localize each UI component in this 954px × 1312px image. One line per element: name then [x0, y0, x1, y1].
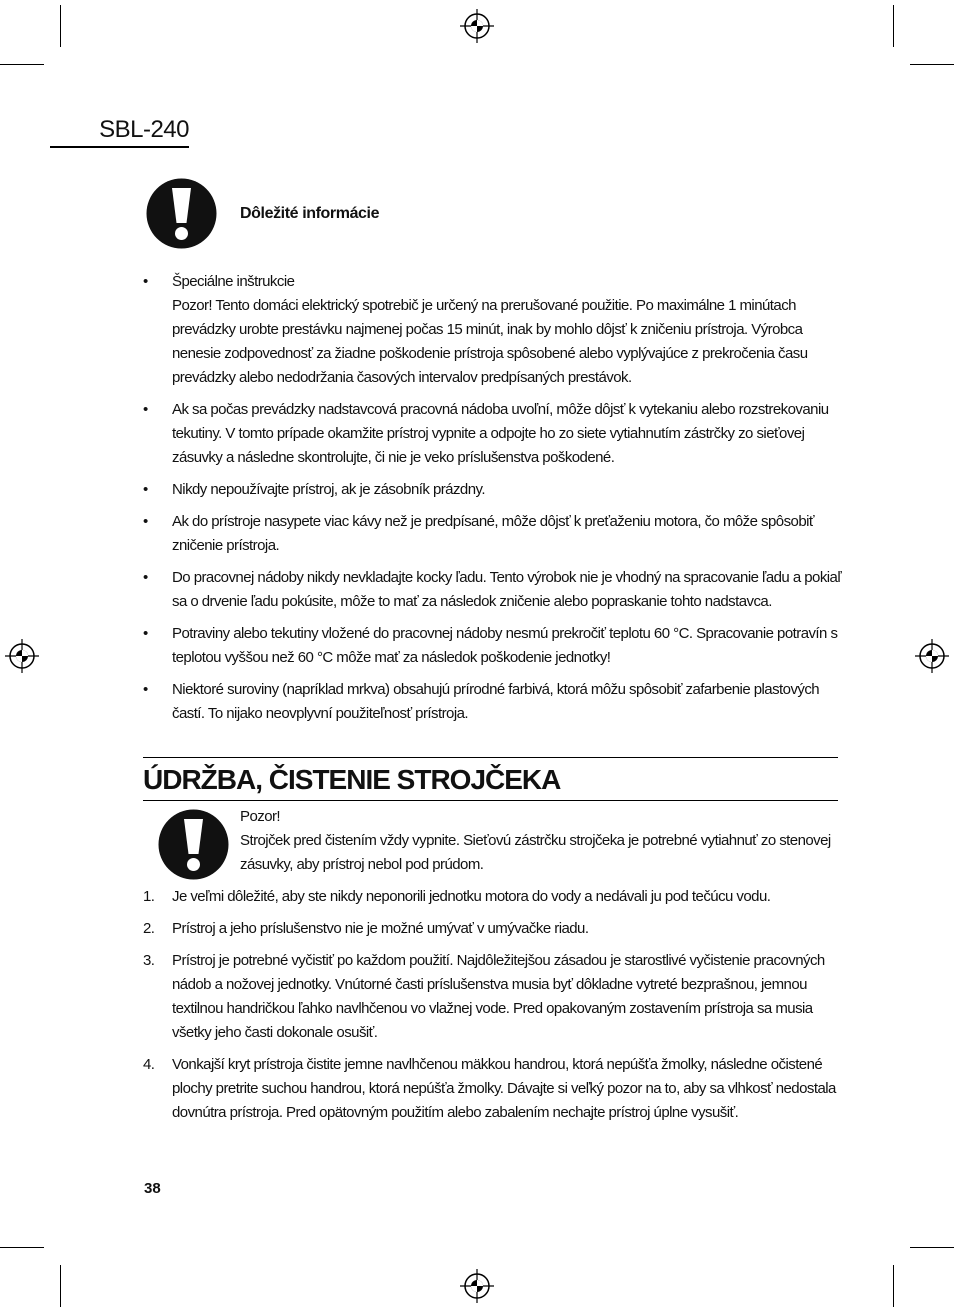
list-item — [143, 566, 843, 614]
exclamation-warning-icon — [158, 809, 229, 880]
list-item — [143, 917, 843, 941]
list-item — [143, 478, 843, 502]
list-item — [143, 678, 843, 726]
bullet-marker: • — [143, 681, 148, 698]
list-item — [143, 622, 843, 670]
section-title: ÚDRŽBA, ČISTENIE STROJČEKA — [143, 764, 561, 795]
step-number: 2. — [143, 920, 155, 937]
crop-mark — [910, 1247, 954, 1248]
list-item-text: Potraviny alebo tekutiny vložené do pracovnej nádoby nesmú prekročiť teplotu 60 °C. Spracovanie potravín s teplotou vyššou než 60 °C môže mať za následok poškodenie jednotky! — [172, 625, 838, 666]
list-item — [143, 270, 843, 390]
crop-mark — [0, 64, 44, 65]
exclamation-warning-icon — [146, 178, 217, 249]
list-item — [143, 885, 843, 909]
step-number: 3. — [143, 952, 155, 969]
cleaning-steps-list — [143, 885, 843, 1133]
step-text: Prístroj je potrebné vyčistiť po každom použití. Najdôležitejšou zásadou je starostlivé vyčistenie pracovných nádob a nožovej jednotky. Vnútorné časti príslušenstva musia byť dôkladne vytreté bezprašnou, jemnou textilnou handričkou ľahko navlhčenou vo vlažnej vode. Pred opakovaným zostavením prístroja sa musia všetky jeho časti dokonale osušiť. — [172, 952, 825, 1041]
list-item — [143, 949, 843, 1045]
list-item-text: Pozor! Tento domáci elektrický spotrebič je určený na prerušované použitie. Po maximálne 1 minútach prevádzky urobte prestávku najmenej počas 15 minút, inak by mohlo dôjsť k zničeniu prístroja. Výrobca nenesie zodpovednosť za žiadne poškodenie prístroja spôsobené alebo vyplývajúce z prekročenia času prevádzky alebo nedodržania časových intervalov predpísaných prestávok. — [172, 297, 808, 386]
crop-mark — [893, 1265, 894, 1307]
bullet-marker: • — [143, 273, 148, 290]
list-item — [143, 398, 843, 470]
step-number: 4. — [143, 1056, 155, 1073]
crop-mark — [910, 64, 954, 65]
list-item — [143, 1053, 843, 1125]
important-info-title: Dôležité informácie — [240, 205, 380, 222]
step-text: Prístroj a jeho príslušenstvo nie je možné umývať v umývačke riadu. — [172, 920, 589, 937]
bullet-marker: • — [143, 569, 148, 586]
registration-mark-icon — [915, 639, 949, 673]
registration-mark-icon — [460, 1269, 494, 1303]
instructions-list — [143, 270, 843, 734]
list-item-text: Ak do prístroje nasypete viac kávy než je predpísané, môže dôjsť k preťaženiu motora, čo môže spôsobiť zničenie prístroja. — [172, 513, 814, 554]
caution-block — [240, 805, 840, 877]
bullet-marker: • — [143, 481, 148, 498]
list-item-text: Nikdy nepoužívajte prístroj, ak je zásobník prázdny. — [172, 481, 485, 498]
crop-mark — [0, 1247, 44, 1248]
crop-mark — [60, 1265, 61, 1307]
model-header: SBL-240 — [50, 116, 189, 148]
bullet-marker: • — [143, 513, 148, 530]
registration-mark-icon — [460, 9, 494, 43]
list-item-text: Niektoré suroviny (napríklad mrkva) obsahujú prírodné farbivá, ktorá môžu spôsobiť zafarbenie plastových častí. To nijako neovplyvní použiteľnosť prístroja. — [172, 681, 820, 722]
page-number: 38 — [144, 1180, 161, 1197]
step-text: Je veľmi dôležité, aby ste nikdy neponorili jednotku motora do vody a nedávali ju pod tečúcu vodu. — [172, 888, 771, 905]
step-number: 1. — [143, 888, 155, 905]
list-item — [143, 510, 843, 558]
section-heading-box — [143, 757, 838, 801]
registration-mark-icon — [5, 639, 39, 673]
list-item-text: Do pracovnej nádoby nikdy nevkladajte kocky ľadu. Tento výrobok nie je vhodný na spracovanie ľadu a pokiaľ sa o drvenie ľadu pokúsite, môže to mať za následok zničenie alebo popraskanie tohto nadstavca. — [172, 569, 842, 610]
step-text: Vonkajší kryt prístroja čistite jemne navlhčenou mäkkou handrou, ktorá nepúšťa žmolky, následne očistené plochy pretrite suchou handrou, ktorá nepúšťa žmolky. Dávajte si veľký pozor na to, aby sa vlhkosť nedostala dovnútra prístroja. Pred opätovným použitím alebo zabalením nechajte prístroj úplne vysušiť. — [172, 1056, 836, 1121]
caution-label: Pozor! — [240, 808, 281, 825]
list-item-heading: Špeciálne inštrukcie — [172, 273, 295, 290]
crop-mark — [893, 5, 894, 47]
bullet-marker: • — [143, 625, 148, 642]
caution-text: Strojček pred čistením vždy vypnite. Sieťovú zástrčku strojčeka je potrebné vytiahnuť zo stenovej zásuvky, aby prístroj nebol pod prúdom. — [240, 832, 831, 873]
list-item-text: Ak sa počas prevádzky nadstavcová pracovná nádoba uvoľní, môže dôjsť k vytekaniu alebo rozstrekovaniu tekutiny. V tomto prípade okamžite prístroj vypnite a odpojte ho zo siete vytiahnutím zástrčky zo sieťovej zásuvky a následne skontrolujte, či nie je veko príslušenstva poškodené. — [172, 401, 829, 466]
bullet-marker: • — [143, 401, 148, 418]
crop-mark — [60, 5, 61, 47]
